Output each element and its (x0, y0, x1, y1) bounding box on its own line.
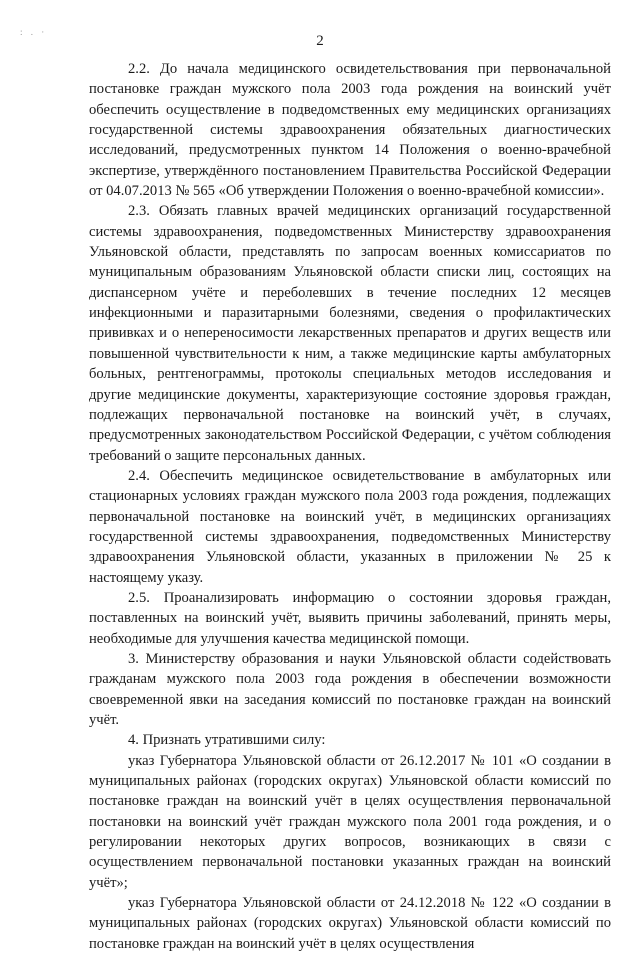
page-number: 2 (316, 33, 324, 49)
paragraph-2-4: 2.4. Обеспечить медицинское освидетельствование в амбулаторных или стационарных условиях граждан мужского пола 2003 года рождения, подлежащих первоначальной постановке на воинский учёт, в медицинских организациях государственной системы здравоохранения, подведомственных Министерству здравоохранения Ульяновской области, указанных в приложении № 25 к настоящему указу. (89, 467, 611, 586)
paragraph-2-5: 2.5. Проанализировать информацию о состоянии здоровья граждан, поставленных на воинский учёт, выявить причины заболеваний, принять меры, необходимые для улучшения качества медицинской помощи. (89, 589, 611, 647)
paragraph-decree-2017: указ Губернатора Ульяновской области от 26.12.2017 № 101 «О создании в муниципальных районах (городских округах) Ульяновской области комиссий по постановке граждан на воинский учёт в целях осуществления первоначальной постановки на воинский учёт граждан мужского пола 2001 года рождения, и о регулировании некоторых других вопросов, возникающих в связи с осуществлением первоначальной постановки указанных граждан на воинский учёт»; (89, 752, 611, 891)
paragraph-2-2: 2.2. До начала медицинского освидетельствования при первоначальной постановке граждан мужского пола 2003 года рождения на воинский учёт обеспечить осуществление в подведомственных ему медицинских организациях государственной системы здравоохранения обязательных диагностических исследований, предусмотренных пунктом 14 Положения о военно-врачебной экспертизе, утверждённого постановлением Правительства Российской Федерации от 04.07.2013 № 565 «Об утверждении Положения о военно-врачебной комиссии». (89, 61, 611, 200)
paragraph-4: 4. Признать утратившими силу: (128, 732, 326, 749)
paragraph-decree-2018: указ Губернатора Ульяновской области от 24.12.2018 № 122 «О создании в муниципальных районах (городских округах) Ульяновской области комиссий по постановке граждан на воинский учёт в целях осуществления (89, 895, 611, 952)
paragraph-3: 3. Министерству образования и науки Ульяновской области содействовать гражданам мужского пола 2003 года рождения в обеспечении возможности своевременной явки на заседания комиссий по постановке граждан на воинский учёт. (89, 650, 611, 728)
document-body (89, 59, 611, 954)
paragraph-2-3: 2.3. Обязать главных врачей медицинских организаций государственной системы здравоохранения, подведомственных Министерству здравоохранения Ульяновской области, представлять по запросам военных комиссариатов по муниципальным образованиям Ульяновской области списки лиц, состоящих на диспансерном учёте и переболевших в течение последних 12 месяцев инфекционными и паразитарными болезнями, сведения о профилактических прививках и о непереносимости лекарственных препаратов и других веществ или повышенной чувствительности к ним, а также медицинские карты амбулаторных больных, рентгенограммы, протоколы специальных методов исследования и другие медицинские документы, характеризующие состояние здоровья граждан, подлежащих первоначальной постановке на воинский учёт, в случаях, предусмотренных законодательством Российской Федерации, с учётом соблюдения требований о защите персональных данных. (89, 203, 611, 464)
scan-artifact-marks: : . · (20, 27, 48, 37)
